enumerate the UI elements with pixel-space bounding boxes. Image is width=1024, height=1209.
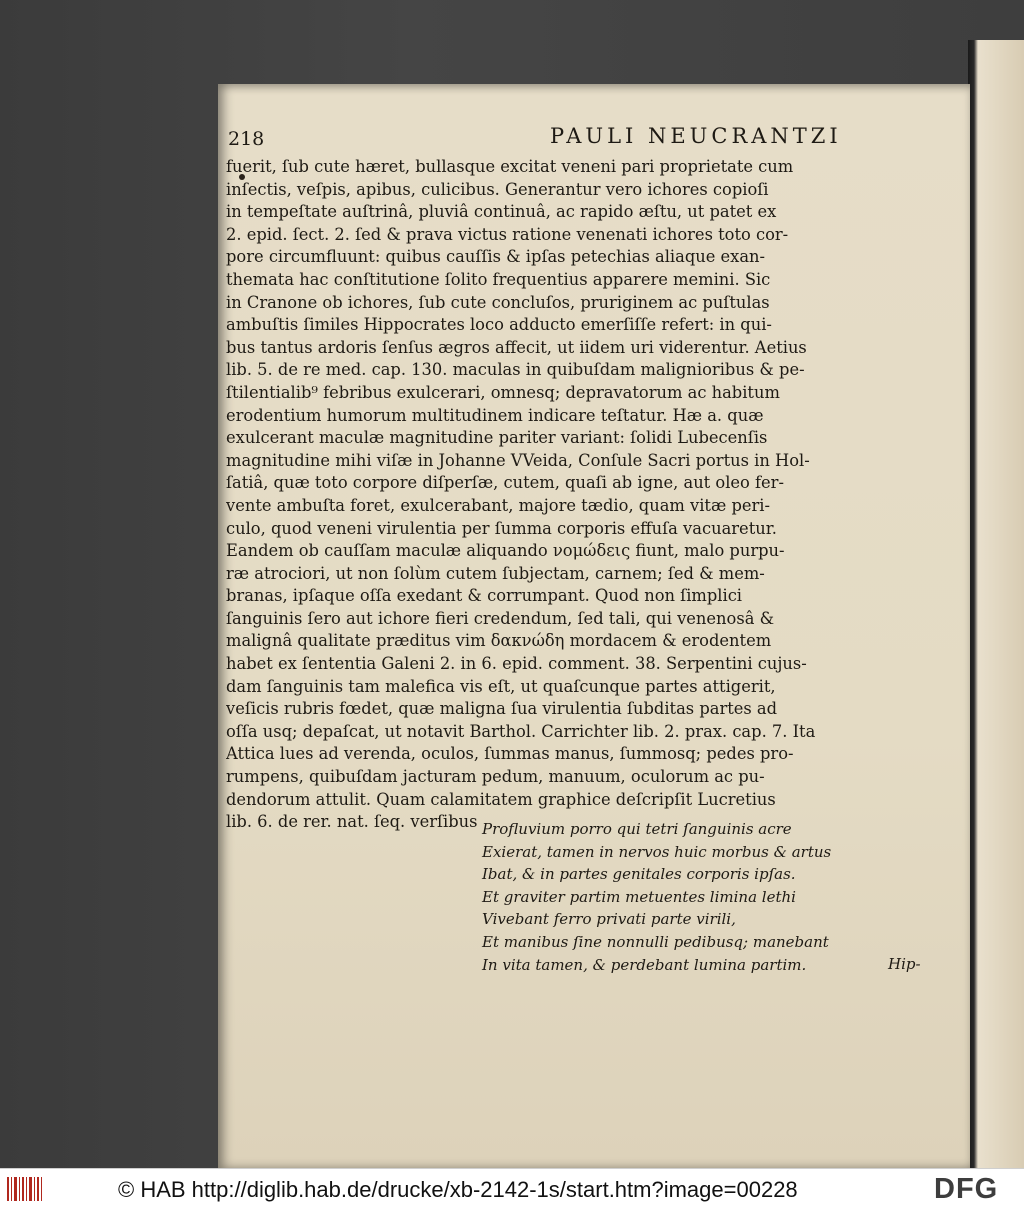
text-line: habet ex ſententia Galeni 2. in 6. epid. comment. 38. Serpentini cujus- <box>226 654 807 674</box>
text-line: erodentium humorum multitudinem indicare teſtatur. Hæ a. quæ <box>226 405 764 425</box>
citation-link[interactable]: © HAB http://diglib.hab.de/drucke/xb-2142-1s/start.htm?image=00228 <box>118 1177 798 1202</box>
running-title: PAULI NEUCRANTZI <box>550 124 842 148</box>
text-line: in Cranone ob ichores, ſub cute concluſos, pruriginem ac puſtulas <box>226 292 770 312</box>
verse-line: Et manibus ſine nonnulli pedibusq; manebant <box>482 932 829 951</box>
running-head <box>226 124 966 154</box>
text-line: Attica lues ad verenda, oculos, ſummas manus, ſummosq; pedes pro- <box>226 744 794 764</box>
text-line: magnitudine mihi viſæ in Johanne VVeida, Conſule Sacri portus in Hol- <box>226 450 810 470</box>
text-line: fuerit, ſub cute hæret, bullasque excitat veneni pari proprietate cum <box>226 157 794 176</box>
verse-quotation <box>482 818 942 976</box>
text-line: ſtilentialib⁹ febribus exulcerari, omnesq; depravatorum ac habitum <box>226 382 780 402</box>
verse-line: Profluvium porro qui tetri ſanguinis acre <box>482 820 792 838</box>
dfg-logo: DFG <box>934 1173 999 1205</box>
verse-line: Exierat, tamen in nervos huic morbus & artus <box>482 842 832 861</box>
text-line: dendorum attulit. Quam calamitatem graphice deſcripſit Lucretius <box>226 789 776 809</box>
text-line: vente ambuſta foret, exulcerabant, majore tædio, quam vitæ peri- <box>226 495 770 515</box>
verse-line: Ibat, & in partes genitales corporis ipſas. <box>482 865 796 884</box>
page-number: 218 <box>228 128 265 150</box>
verse-line: Vivebant ferro privati parte virili, <box>482 910 736 929</box>
text-line: pore circumfluunt: quibus cauſſis & ipſas petechias aliaque exan- <box>226 247 766 267</box>
text-line: lib. 6. de rer. nat. ſeq. verſibus <box>226 812 478 832</box>
text-line: ræ atrociori, ut non ſolùm cutem ſubjectam, carnem; ſed & mem- <box>226 563 765 583</box>
text-line: rumpens, quibuſdam jacturam pedum, manuum, oculorum ac pu- <box>226 767 765 787</box>
text-line: lib. 5. de re med. cap. 130. maculas in quibuſdam malignioribus & pe- <box>226 360 805 380</box>
text-line: branas, ipſaque oſſa exedant & corrumpant. Quod non ſimplici <box>226 586 743 606</box>
text-line: culo, quod veneni virulentia per ſumma corporis effuſa vacuaretur. <box>226 518 777 538</box>
text-line: in tempeſtate auſtrinâ, pluviâ continuâ, ac rapido æſtu, ut patet ex <box>226 202 777 222</box>
text-line: bus tantus ardoris ſenſus ægros affecit, ut iidem uri viderentur. Aetius <box>226 337 807 357</box>
verse-line: In vita tamen, & perdebant lumina partim. <box>482 955 807 974</box>
text-line: dam ſanguinis tam malefica vis eſt, ut quaſcunque partes attigerit, <box>226 676 776 696</box>
catchword: Hip- <box>888 955 921 973</box>
text-line: exulcerant maculæ magnitudine pariter variant: ſolidi Lubecenſis <box>226 428 768 448</box>
text-line: ſatiâ, quæ toto corpore diſperſæ, cutem, quaſi ab igne, aut oleo fer- <box>226 473 784 493</box>
text-line: oſſa usq; depaſcat, ut notavit Barthol. Carrichter lib. 2. prax. cap. 7. Ita <box>226 721 816 741</box>
viewer-footer <box>0 1168 1024 1209</box>
text-line: inſectis, veſpis, apibus, culicibus. Generantur vero ichores copioſi <box>226 179 769 199</box>
text-line: veſicis rubris fœdet, quæ maligna ſua virulentia ſubditas partes ad <box>226 699 778 719</box>
facing-page-edge <box>968 40 1024 1168</box>
text-line: ſanguinis ſero aut ichore fieri credendum, ſed tali, qui venenosâ & <box>226 608 775 628</box>
verse-line: Et graviter partim metuentes limina lethi <box>482 887 796 906</box>
body-text <box>226 156 944 834</box>
text-line: ambuſtis ſimiles Hippocrates loco adducto emerſiſſe refert: in qui- <box>226 315 772 335</box>
text-line: malignâ qualitate præditus vim δακνώδη mordacem & erodentem <box>226 631 772 651</box>
barcode-icon <box>6 1175 46 1203</box>
text-line: 2. epid. ſect. 2. ſed & prava victus ratione venenati ichores toto cor- <box>226 224 789 244</box>
text-line: Eandem ob cauſſam maculæ aliquando νομώδεις fiunt, malo purpu- <box>226 541 785 561</box>
text-line: themata hac conſtitutione ſolito frequentius apparere memini. Sic <box>226 269 771 289</box>
